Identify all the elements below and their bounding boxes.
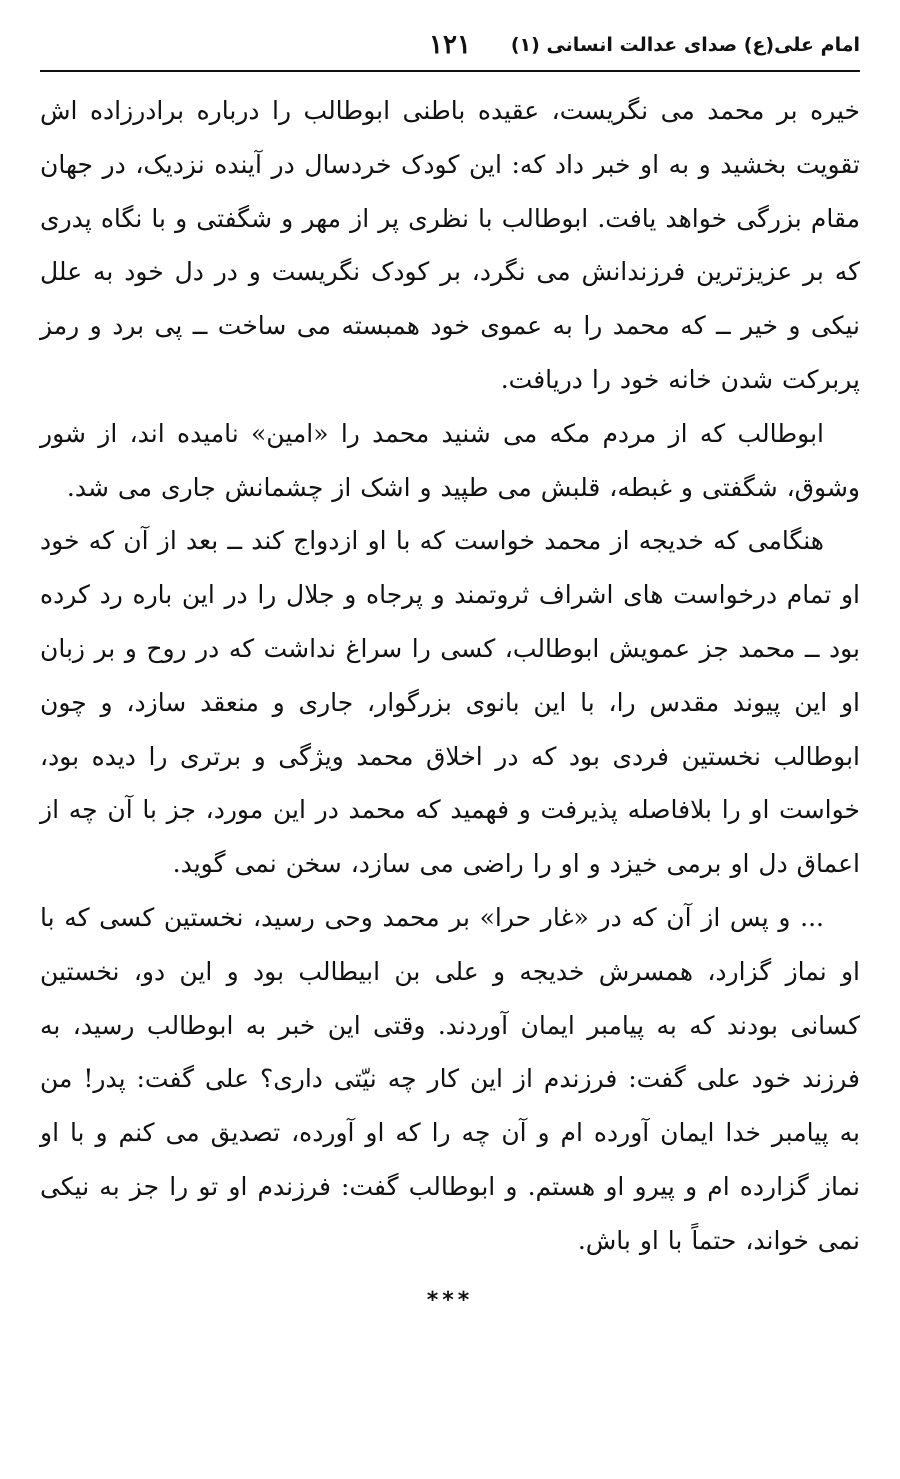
page-header bbox=[40, 30, 860, 72]
body-text bbox=[40, 84, 860, 1313]
paragraph-1: خیره بر محمد می نگریست، عقیده باطنی ابوطالب را درباره برادرزاده اش تقویت بخشید و به او خبر داد که: این کودک خردسال در آینده نزدیک، در جهان مقام بزرگی خواهد یافت. ابوطالب با نظری پر از مهر و شگفتی و با نگاه پدری که بر عزیزترین فرزندانش می نگرد، بر کودک نگریست و در دل خود به علل نیکی و خیر ــ که محمد را به عموی خود همبسته می ساخت ــ پی برد و رمز پربرکت شدن خانه خود را دریافت. bbox=[40, 96, 860, 394]
paragraph-2: ابوطالب که از مردم مکه می شنید محمد را «امین» نامیده اند، از شور وشوق، شگفتی و غبطه، قلبش می طپید و اشک از چشمانش جاری می شد. bbox=[40, 418, 860, 502]
book-page bbox=[40, 0, 860, 1479]
running-title: امام علی(ع) صدای عدالت انسانی (۱) bbox=[510, 34, 860, 56]
paragraph-3: هنگامی که خدیجه از محمد خواست که با او ازدواج کند ــ بعد از آن که خود او تمام درخواست های اشراف ثروتمند و پرجاه و جلال را در این باره رد کرده بود ــ محمد جز عمویش ابوطالب، کسی را سراغ نداشت که در روح و بر زبان او این پیوند مقدس را، با این بانوی بزرگوار، جاری و منعقد سازد، و چون ابوطالب نخستین فردی بود که در اخلاق محمد ویژگی و برتری را دیده بود، خواست او را بلافاصله پذیرفت و فهمید که محمد در این مورد، جز با آن چه از اعماق دل او برمی خیزد و او را راضی می سازد، سخن نمی گوید. bbox=[40, 526, 860, 879]
section-separator: *** bbox=[426, 1287, 474, 1313]
page-number: ۱۲۱ bbox=[429, 30, 471, 60]
paragraph-4: ... و پس از آن که در «غار حرا» بر محمد وحی رسید، نخستین کسی که با او نماز گزارد، همسرش خدیجه و علی بن ابیطالب بود و این دو، نخستین کسانی بودند که به پیامبر ایمان آوردند. وقتی این خبر به ابوطالب رسید، به فرزند خود علی گفت: فرزندم از این کار چه نیّتی داری؟ علی گفت: پدر! من به پیامبر خدا ایمان آورده ام و آن چه را که او آورده، تصدیق می کنم و با او نماز گزارده ام و پیرو او هستم. و ابوطالب گفت: فرزندم او تو را جز به نیکی نمی خواند، حتماً با او باش. bbox=[40, 902, 860, 1255]
